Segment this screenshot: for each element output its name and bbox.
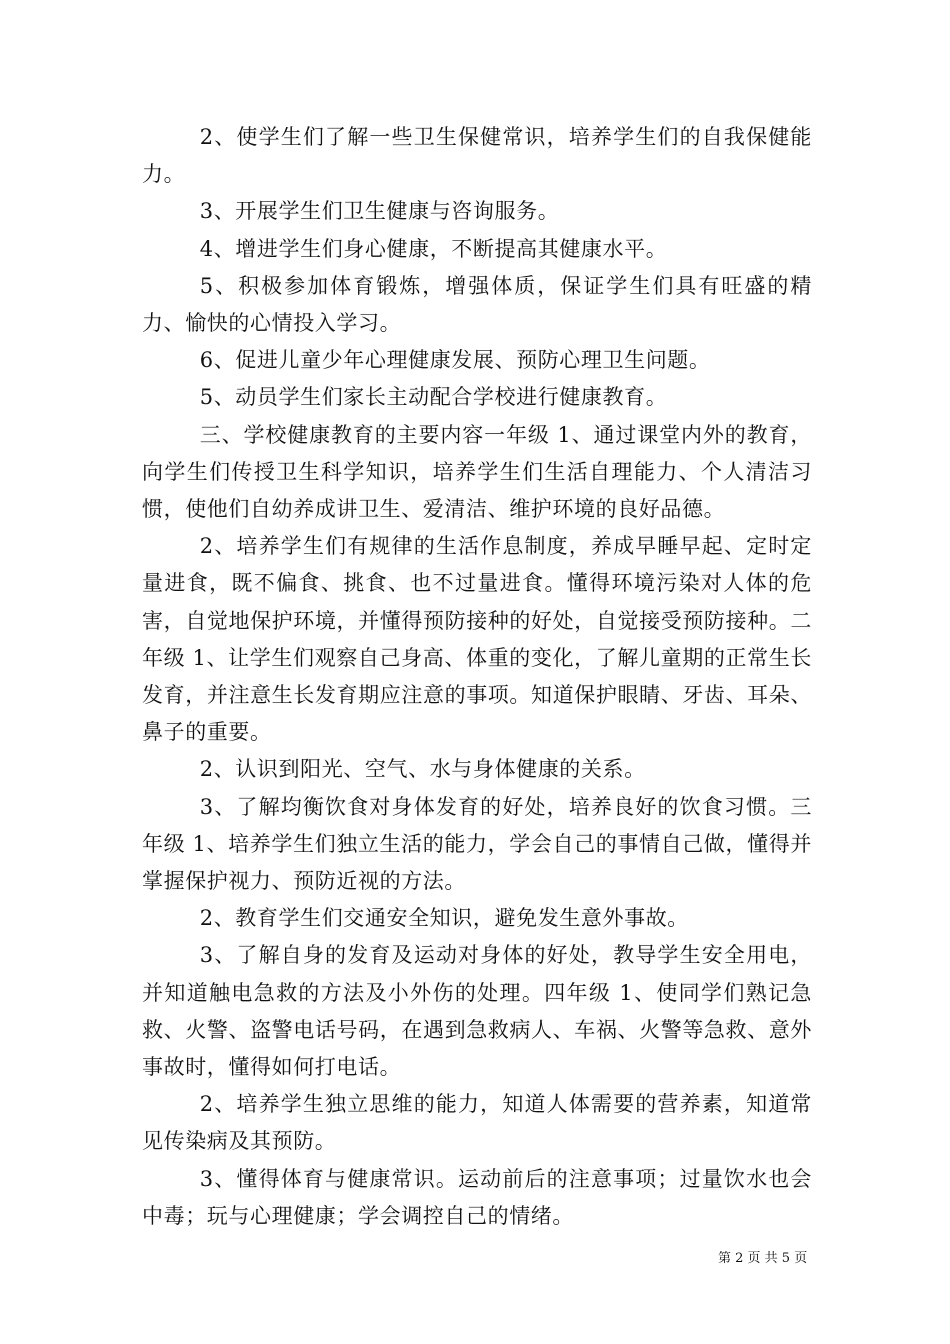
paragraph: 3、了解均衡饮食对身体发育的好处，培养良好的饮食习惯。三年级 1、培养学生们独立生活的能力，学会自己的事情自己做，懂得并掌握保护视力、预防近视的方法。 <box>142 794 812 894</box>
paragraph: 2、培养学生们有规律的生活作息制度，养成早睡早起、定时定量进食，既不偏食、挑食、也不过量进食。懂得环境污染对人体的危害，自觉地保护环境，并懂得预防接种的好处，自觉接受预防接种。二年级 1、让学生们观察自己身高、体重的变化，了解儿童期的正常生长发育，并注意生长发育期应注意的事项。知道保护眼睛、牙齿、耳朵、鼻子的重要。 <box>142 534 812 745</box>
paragraph: 2、使学生们了解一些卫生保健常识，培养学生们的自我保健能力。 <box>142 125 812 187</box>
paragraph: 三、学校健康教育的主要内容一年级 1、通过课堂内外的教育，向学生们传授卫生科学知识，培养学生们生活自理能力、个人清洁习惯，使他们自幼养成讲卫生、爱清洁、维护环境的良好品德。 <box>142 422 812 522</box>
paragraph: 5、积极参加体育锻炼，增强体质，保证学生们具有旺盛的精力、愉快的心情投入学习。 <box>142 273 812 336</box>
paragraph: 4、增进学生们身心健康，不断提高其健康水平。 <box>199 236 668 261</box>
paragraph: 5、动员学生们家长主动配合学校进行健康教育。 <box>199 385 668 410</box>
page-number-footer: 第 2 页 共 5 页 <box>718 1251 808 1266</box>
document-body <box>142 119 812 1235</box>
paragraph: 3、了解自身的发育及运动对身体的好处，教导学生安全用电，并知道触电急救的方法及小外伤的处理。四年级 1、使同学们熟记急救、火警、盗警电话号码，在遇到急救病人、车祸、火警等急救、意外事故时，懂得如何打电话。 <box>142 943 812 1080</box>
paragraph: 2、培养学生独立思维的能力，知道人体需要的营养素，知道常见传染病及其预防。 <box>142 1092 812 1154</box>
paragraph: 2、教育学生们交通安全知识，避免发生意外事故。 <box>199 906 689 931</box>
paragraph: 3、开展学生们卫生健康与咨询服务。 <box>199 199 560 224</box>
paragraph: 3、懂得体育与健康常识。运动前后的注意事项；过量饮水也会中毒；玩与心理健康；学会调控自己的情绪。 <box>142 1166 812 1228</box>
paragraph: 2、认识到阳光、空气、水与身体健康的关系。 <box>199 757 646 782</box>
paragraph: 6、促进儿童少年心理健康发展、预防心理卫生问题。 <box>199 348 711 373</box>
